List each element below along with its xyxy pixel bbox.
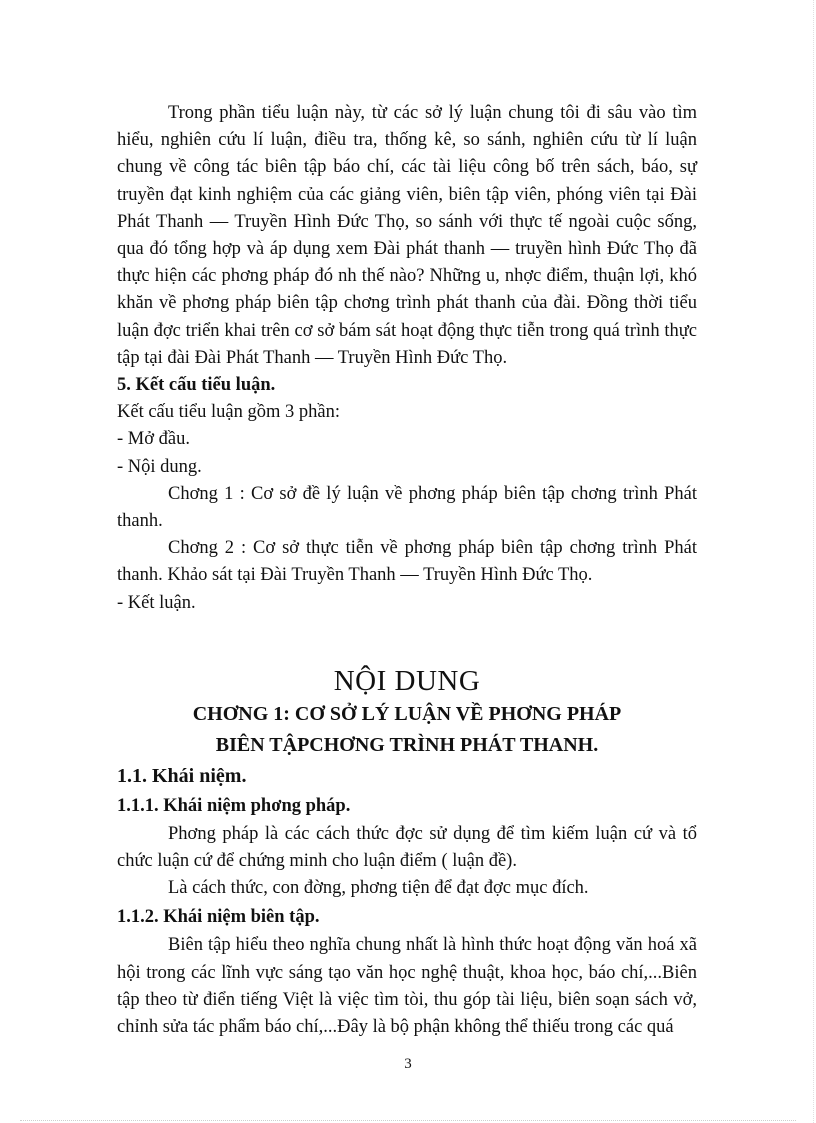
structure-part-2: - Nội dung. (117, 456, 202, 477)
structure-chapter-1: Chơng 1 : Cơ sở đề lý luận về phơng pháp biên tập chơng trình Phát thanh. (117, 483, 697, 532)
chapter-title-line-1: CHƠNG 1: CƠ SỞ LÝ LUẬN VỀ PHƠNG PHÁP (192, 702, 622, 725)
editing-paragraph: Biên tập hiểu theo nghĩa chung nhất là hình thức hoạt động văn hoá xã hội trong các lĩnh vực sáng tạo văn học nghệ thuật, khoa học, báo chí,...Biên tập theo từ điển tiếng Việt là việc tìm tòi, thu góp tài liệu, biên soạn sách vở, chỉnh sửa tác phẩm báo chí,...Đây là bộ phận không thể thiếu trong các quá (117, 935, 697, 1038)
intro-paragraph: Trong phần tiểu luận này, từ các sở lý luận chung tôi đi sâu vào tìm hiểu, nghiên cứu lí luận, điều tra, thống kê, so sánh, nghiên cứu từ lí luận chung về công tác biên tập báo chí, các tài liệu công bố trên sách, báo, sự truyền đạt kinh nghiệm của các giảng viên, biên tập viên, phóng viên tại Đài Phát Thanh — Truyền Hình Đức Thọ, so sánh với thực tế ngoài cuộc sống, qua đó tổng hợp và áp dụng xem Đài phát thanh — truyền hình Đức Thọ đã thực hiện các phơng pháp đó nh thế nào? Những u, nhợc điểm, thuận lợi, khó khăn về phơng pháp biên tập chơng trình phát thanh của đài. Đồng thời tiểu luận đợc triển khai trên cơ sở bám sát hoạt động thực tiễn trong quá trình thực tập tại đài Đài Phát Thanh — Truyền Hình Đức Thọ. (117, 103, 697, 368)
structure-part-1: - Mở đầu. (117, 429, 190, 450)
structure-intro: Kết cấu tiểu luận gồm 3 phần: (117, 402, 340, 423)
structure-chapter-2: Chơng 2 : Cơ sở thực tiễn về phơng pháp biên tập chơng trình Phát thanh. Khảo sát tại Đài Truyền Thanh — Truyền Hình Đức Thọ. (117, 538, 697, 586)
structure-title: 5. Kết cấu tiểu luận. (117, 375, 276, 396)
page-edge-rule (813, 0, 814, 1123)
method-paragraph-1: Phơng pháp là các cách thức đợc sử dụng để tìm kiếm luận cứ và tổ chức luận cứ để chứng minh cho luận điểm ( luận đề). (117, 823, 697, 872)
page-number: 3 (404, 1056, 412, 1072)
section-1-1-2-heading: 1.1.2. Khái niệm biên tập. (117, 907, 320, 928)
content-heading: NỘI DUNG (333, 664, 481, 697)
method-paragraph-2: Là cách thức, con đờng, phơng tiện để đạt đợc mục đích. (168, 878, 589, 899)
section-1-1-1-heading: 1.1.1. Khái niệm phơng pháp. (117, 795, 351, 816)
page-body (117, 100, 697, 1041)
section-1-1-heading: 1.1. Khái niệm. (117, 764, 247, 787)
footer-dotted-rule (20, 1120, 796, 1121)
chapter-title-line-2: BIÊN TẬPCHƠNG TRÌNH PHÁT THANH. (215, 733, 599, 756)
structure-part-3: - Kết luận. (117, 592, 196, 613)
